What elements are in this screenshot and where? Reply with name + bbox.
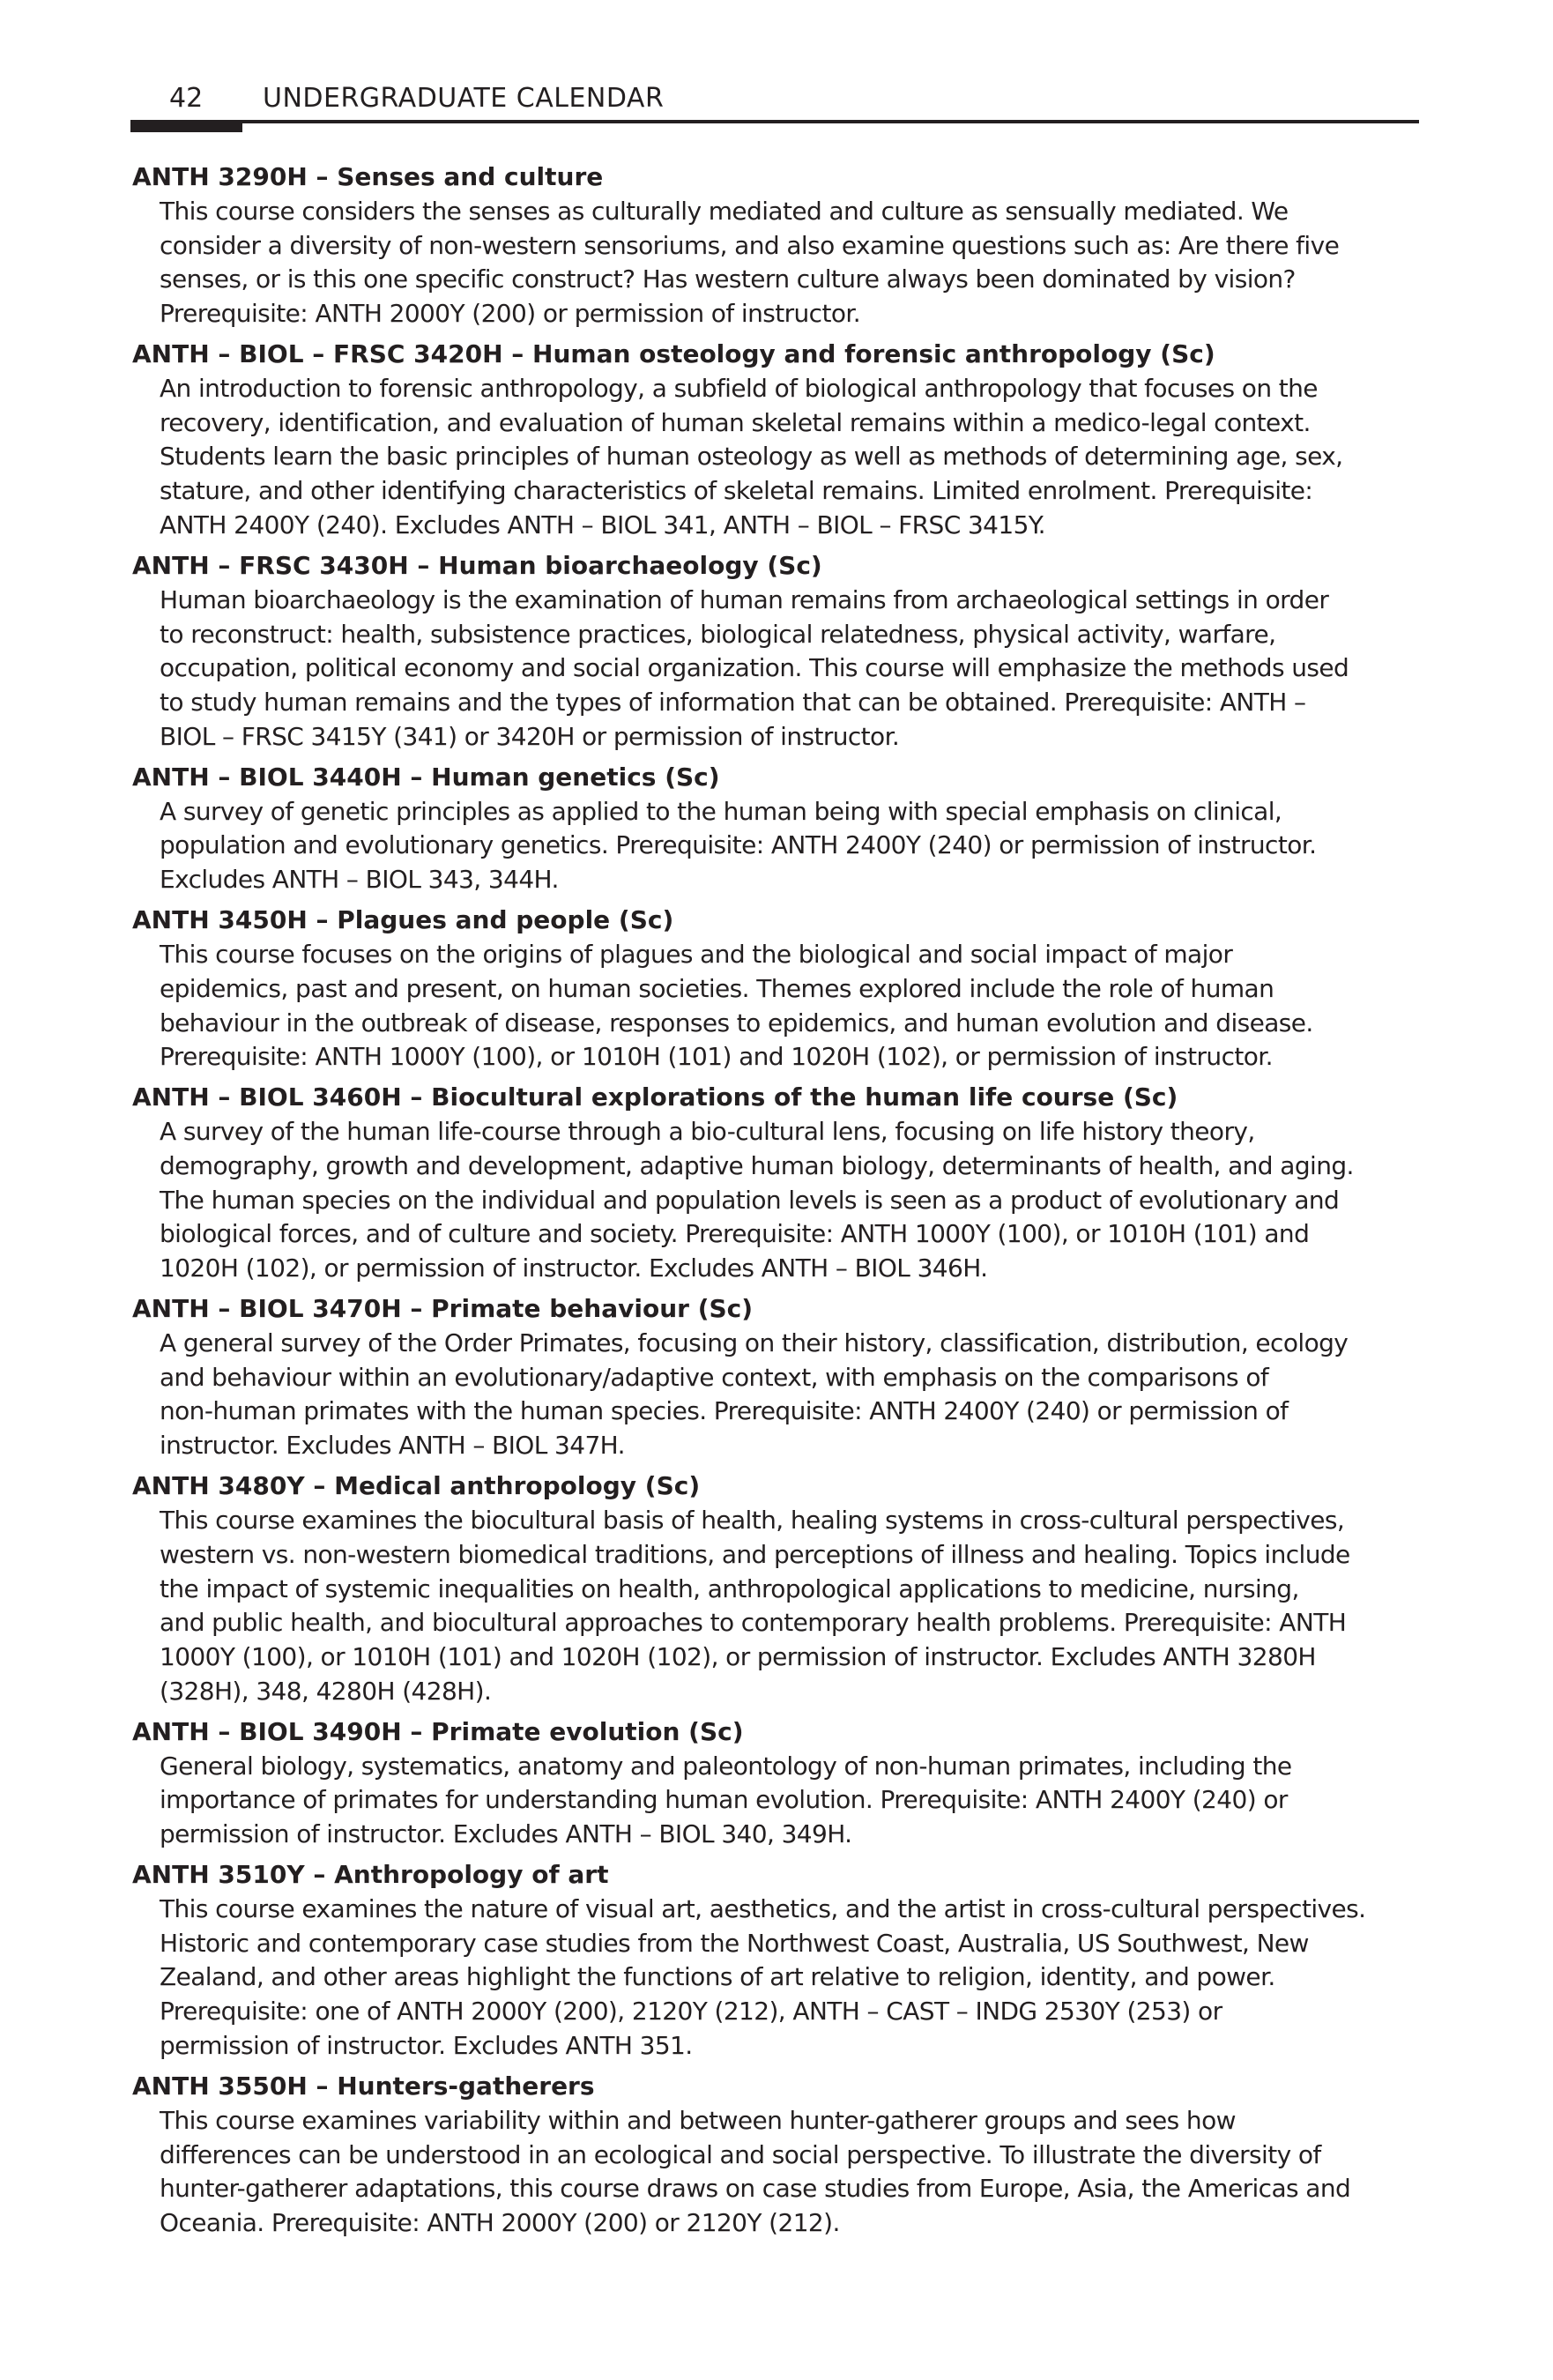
course-title: ANTH – BIOL 3460H – Biocultural explorations of the human life course (Sc) [132,1082,1178,1112]
description-line: recovery, identification, and evaluation of human skeletal remains within a medico-legal context. [160,407,1311,437]
course-description [160,1115,1421,1286]
description-line: 1000Y (100), or 1010H (101) and 1020H (102), or permission of instructor. Excludes ANTH 3280H [160,1642,1316,1672]
description-line: BIOL – FRSC 3415Y (341) or 3420H or permission of instructor. [160,721,900,751]
course-entry [132,904,1421,1075]
description-line: instructor. Excludes ANTH – BIOL 347H. [160,1431,625,1461]
description-line: stature, and other identifying characteristics of skeletal remains. Limited enrolment. Prerequisite: [160,476,1313,506]
description-line: non-human primates with the human species. Prerequisite: ANTH 2400Y (240) or permission of [160,1396,1289,1426]
course-title: ANTH 3450H – Plagues and people (Sc) [132,905,674,935]
course-title: ANTH – BIOL 3470H – Primate behaviour (Sc) [132,1294,754,1324]
course-entry [132,338,1421,543]
description-line: population and evolutionary genetics. Prerequisite: ANTH 2400Y (240) or permission of instructor. [160,830,1317,860]
course-title: ANTH 3550H – Hunters-gatherers [132,2071,595,2101]
course-description [160,2104,1421,2241]
description-line: A survey of the human life-course through a bio-cultural lens, focusing on life history theory, [160,1116,1255,1146]
header-rule-tab [130,120,242,132]
course-entry [132,1292,1421,1463]
course-title: ANTH 3480Y – Medical anthropology (Sc) [132,1471,701,1501]
course-title: ANTH 3290H – Senses and culture [132,162,604,191]
description-line: importance of primates for understanding human evolution. Prerequisite: ANTH 2400Y (240) or [160,1785,1288,1815]
running-title: UNDERGRADUATE CALENDAR [263,83,665,114]
description-line: permission of instructor. Excludes ANTH 351. [160,2031,693,2061]
description-line: Prerequisite: ANTH 2000Y (200) or permission of instructor. [160,299,860,329]
description-line: This course focuses on the origins of plagues and the biological and social impact of major [160,939,1233,969]
description-line: behaviour in the outbreak of disease, responses to epidemics, and human evolution and disease. [160,1008,1313,1038]
description-line: consider a diversity of non-western sensoriums, and also examine questions such as: Are there five [160,230,1340,260]
course-entry [132,160,1421,331]
course-entry [132,1081,1421,1286]
description-line: senses, or is this one specific construct? Has western culture always been dominated by vision? [160,264,1296,294]
description-line: Prerequisite: ANTH 1000Y (100), or 1010H (101) and 1020H (102), or permission of instructor. [160,1042,1273,1072]
page-header [130,81,1419,136]
description-line: 1020H (102), or permission of instructor. Excludes ANTH – BIOL 346H. [160,1253,988,1283]
description-line: Prerequisite: one of ANTH 2000Y (200), 2120Y (212), ANTH – CAST – INDG 2530Y (253) or [160,1997,1222,2027]
description-line: occupation, political economy and social organization. This course will emphasize the methods used [160,653,1349,683]
course-description [160,1504,1421,1709]
course-entry [132,1469,1421,1709]
description-line: biological forces, and of culture and society. Prerequisite: ANTH 1000Y (100), or 1010H (101) and [160,1219,1310,1249]
course-title: ANTH 3510Y – Anthropology of art [132,1860,609,1890]
description-line: demography, growth and development, adaptive human biology, determinants of health, and aging. [160,1150,1354,1180]
description-line: An introduction to forensic anthropology, a subfield of biological anthropology that focuses on the [160,373,1318,403]
description-line: This course considers the senses as culturally mediated and culture as sensually mediated. We [160,196,1289,226]
course-title: ANTH – FRSC 3430H – Human bioarchaeology (Sc) [132,550,822,580]
course-description [160,1327,1421,1463]
description-line: Excludes ANTH – BIOL 343, 344H. [160,865,559,895]
description-line: General biology, systematics, anatomy and paleontology of non-human primates, including the [160,1751,1292,1781]
description-line: western vs. non-western biomedical traditions, and perceptions of illness and healing. Topics include [160,1539,1350,1569]
description-line: (328H), 348, 4280H (428H). [160,1676,492,1706]
description-line: and public health, and biocultural approaches to contemporary health problems. Prerequisite: ANTH [160,1608,1347,1638]
description-line: and behaviour within an evolutionary/adaptive context, with emphasis on the comparisons of [160,1362,1269,1392]
course-entry [132,1715,1421,1852]
description-line: to study human remains and the types of information that can be obtained. Prerequisite: ANTH – [160,688,1306,718]
description-line: Zealand, and other areas highlight the functions of art relative to religion, identity, and power. [160,1962,1275,1992]
description-line: Students learn the basic principles of human osteology as well as methods of determining age, sex, [160,442,1343,472]
description-line: hunter-gatherer adaptations, this course draws on case studies from Europe, Asia, the Americas and [160,2174,1351,2204]
header-rule [130,120,1419,123]
description-line: the impact of systemic inequalities on health, anthropological applications to medicine, nursing, [160,1573,1299,1603]
course-entry [132,2070,1421,2241]
course-description [160,584,1421,755]
course-description [160,1750,1421,1852]
course-entry [132,1858,1421,2064]
description-line: This course examines variability within and between hunter-gatherer groups and sees how [160,2105,1236,2135]
course-entry [132,549,1421,755]
description-line: A general survey of the Order Primates, focusing on their history, classification, distribution, ecology [160,1328,1349,1357]
description-line: This course examines the nature of visual art, aesthetics, and the artist in cross-cultural perspectives. [160,1893,1366,1923]
description-line: epidemics, past and present, on human societies. Themes explored include the role of human [160,973,1274,1003]
course-description [160,938,1421,1075]
description-line: permission of instructor. Excludes ANTH – BIOL 340, 349H. [160,1819,852,1849]
description-line: Historic and contemporary case studies from the Northwest Coast, Australia, US Southwest, New [160,1928,1309,1958]
description-line: ANTH 2400Y (240). Excludes ANTH – BIOL 341, ANTH – BIOL – FRSC 3415Y. [160,510,1045,540]
description-line: This course examines the biocultural basis of health, healing systems in cross-cultural perspectives, [160,1505,1345,1535]
course-title: ANTH – BIOL 3490H – Primate evolution (Sc) [132,1716,744,1746]
course-title: ANTH – BIOL 3440H – Human genetics (Sc) [132,762,720,792]
course-description [160,1893,1421,2064]
description-line: differences can be understood in an ecological and social perspective. To illustrate the diversity of [160,2139,1321,2169]
description-line: to reconstruct: health, subsistence practices, biological relatedness, physical activity, warfare, [160,619,1276,649]
description-line: The human species on the individual and population levels is seen as a product of evolutionary and [160,1185,1340,1215]
course-entry [132,761,1421,897]
description-line: Human bioarchaeology is the examination of human remains from archaeological settings in order [160,584,1329,614]
course-description [160,795,1421,897]
course-title: ANTH – BIOL – FRSC 3420H – Human osteology and forensic anthropology (Sc) [132,339,1215,369]
course-description [160,372,1421,543]
description-line: A survey of genetic principles as applied to the human being with special emphasis on clinical, [160,796,1282,826]
description-line: Oceania. Prerequisite: ANTH 2000Y (200) or 2120Y (212). [160,2208,840,2238]
course-listing [132,160,1421,2247]
page-number: 42 [169,83,204,114]
course-description [160,195,1421,331]
